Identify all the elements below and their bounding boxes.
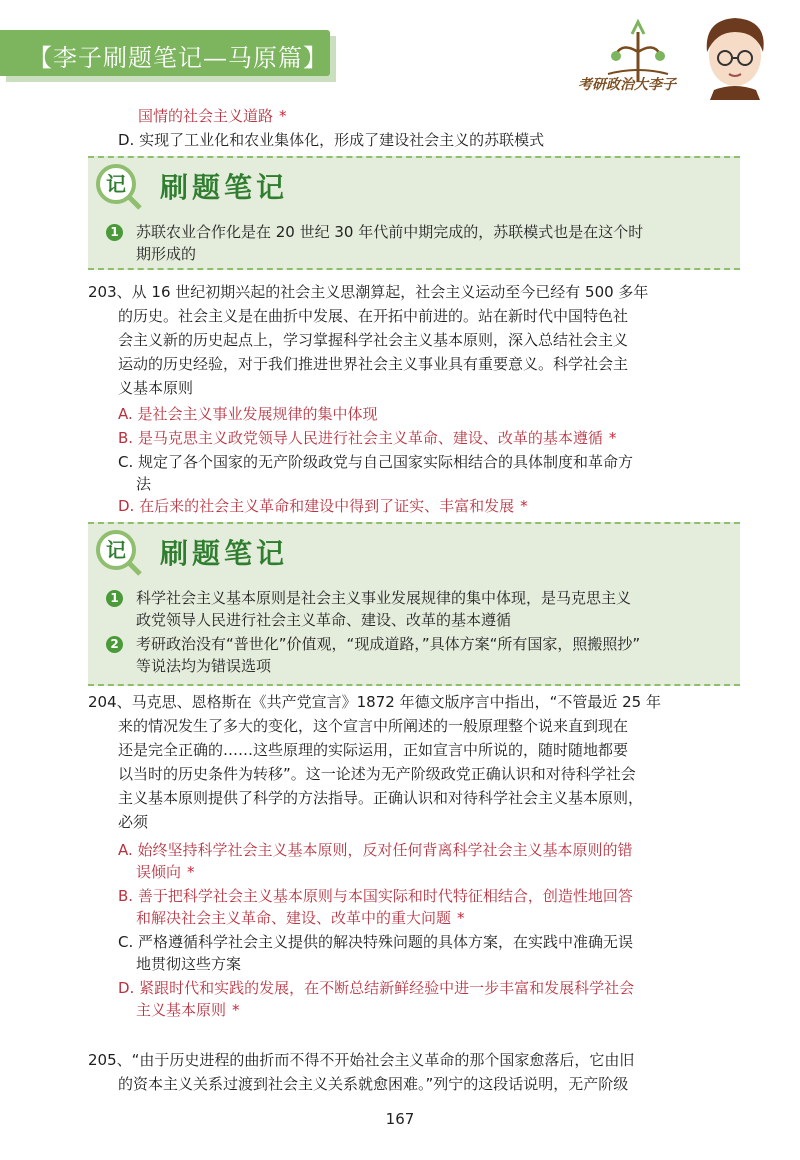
q204-option-d: D. 紧跟时代和实践的发展，在不断总结新鲜经验中进一步丰富和发展科学社会 xyxy=(118,979,635,997)
note-line: 科学社会主义基本原则是社会主义事业发展规律的集中体现，是马克思主义 xyxy=(136,589,632,607)
logo-caption: 考研政治大李子 xyxy=(578,77,676,93)
correct-mark: * xyxy=(520,497,528,515)
q205-stem-line: 的资本主义关系过渡到社会主义关系就愈困难。”列宁的这段话说明，无产阶级 xyxy=(118,1075,629,1093)
q204-stem-line: 以当时的历史条件为转移”。这一论述为无产阶级政党正确认识和对待科学社会 xyxy=(118,765,636,783)
note-title: 刷题笔记 xyxy=(160,171,289,204)
q204-option-b-continued: 和解决社会主义革命、建设、改革中的重大问题 * xyxy=(136,909,465,927)
q204-option-c: C. 严格遵循科学社会主义提供的解决特殊问题的具体方案，在实践中准确无误 xyxy=(118,933,634,951)
note-line: 苏联农业合作化是在 20 世纪 30 年代前中期完成的，苏联模式也是在这个时 xyxy=(136,223,644,241)
note-bullet-number: 2 xyxy=(106,636,123,653)
correct-mark: * xyxy=(187,863,195,881)
correct-mark: * xyxy=(457,909,465,927)
q204-stem-line: 来的情况发生了多大的变化，这个宣言中所阐述的一般原理整个说来直到现在 xyxy=(118,717,629,735)
q203-stem-line: 的历史。社会主义是在曲折中发展、在开拓中前进的。站在新时代中国特色社 xyxy=(118,307,629,325)
q204-option-a: A. 始终坚持科学社会主义基本原则，反对任何背离科学社会主义基本原则的错 xyxy=(118,841,633,859)
q204-stem-line: 还是完全正确的……这些原理的实际运用，正如宣言中所说的，随时随地都要 xyxy=(118,741,629,759)
q203-option-c-continued: 法 xyxy=(136,475,152,493)
q204-stem-line: 204、马克思、恩格斯在《共产党宣言》1872 年德文版序言中指出，“不管最近 25 年 xyxy=(88,693,661,711)
note-icon-char: 记 xyxy=(106,172,126,196)
q203-stem-line: 203、从 16 世纪初期兴起的社会主义思潮算起，社会主义运动至今已经有 500 多年 xyxy=(88,283,649,301)
note-line: 政党领导人民进行社会主义革命、建设、改革的基本遵循 xyxy=(136,611,512,629)
correct-mark: * xyxy=(608,429,617,447)
q203-stem-line: 运动的历史经验，对于我们推进世界社会主义事业具有重要意义。科学社会主 xyxy=(118,355,629,373)
note-line: 期形成的 xyxy=(136,245,197,263)
q203-option-a: A. 是社会主义事业发展规律的集中体现 xyxy=(118,405,378,423)
cartoon-avatar-icon xyxy=(690,10,780,100)
q203-stem-line: 义基本原则 xyxy=(118,379,194,397)
note-icon-char: 记 xyxy=(106,538,126,562)
q204-stem-line: 主义基本原则提供了科学的方法指导。正确认识和对待科学社会主义基本原则， xyxy=(118,789,644,807)
q203-option-d: D. 在后来的社会主义革命和建设中得到了证实、丰富和发展 * xyxy=(118,497,528,515)
q204-stem-line: 必须 xyxy=(118,813,149,831)
note-line: 考研政治没有“普世化”价值观，“现成道路，”具体方案“所有国家，照搬照抄” xyxy=(136,635,641,653)
note-bullet-number: 1 xyxy=(106,224,123,241)
q204-option-c-continued: 地贯彻这些方案 xyxy=(136,955,242,973)
note-title: 刷题笔记 xyxy=(160,537,289,570)
q204-option-b: B. 善于把科学社会主义基本原则与本国实际和时代特征相结合，创造性地回答 xyxy=(118,887,633,905)
correct-mark: * xyxy=(279,107,287,125)
q202-option-d: D. 实现了工业化和农业集体化，形成了建设社会主义的苏联模式 xyxy=(118,131,545,149)
q203-stem-line: 会主义新的历史起点上，学习掌握科学社会主义基本原则，深入总结社会主义 xyxy=(118,331,629,349)
header-banner-title: 【李子刷题笔记—马原篇】 xyxy=(28,44,328,72)
correct-mark: * xyxy=(232,1001,240,1019)
q203-option-b: B. 是马克思主义政党领导人民进行社会主义革命、建设、改革的基本遵循 * xyxy=(118,429,617,447)
q204-option-a-continued: 误倾向 * xyxy=(136,863,195,881)
q205-stem-line: 205、“由于历史进程的曲折而不得不开始社会主义革命的那个国家愈落后，它由旧 xyxy=(88,1051,635,1069)
note-line: 等说法均为错误选项 xyxy=(136,657,272,675)
page-number: 167 xyxy=(385,1110,415,1128)
note-bullet-number: 1 xyxy=(106,590,123,607)
q204-option-d-continued: 主义基本原则 * xyxy=(136,1001,240,1019)
q202-option-c-continued: 国情的社会主义道路 * xyxy=(138,107,287,125)
q203-option-c: C. 规定了各个国家的无产阶级政党与自己国家实际相结合的具体制度和革命方 xyxy=(118,453,634,471)
